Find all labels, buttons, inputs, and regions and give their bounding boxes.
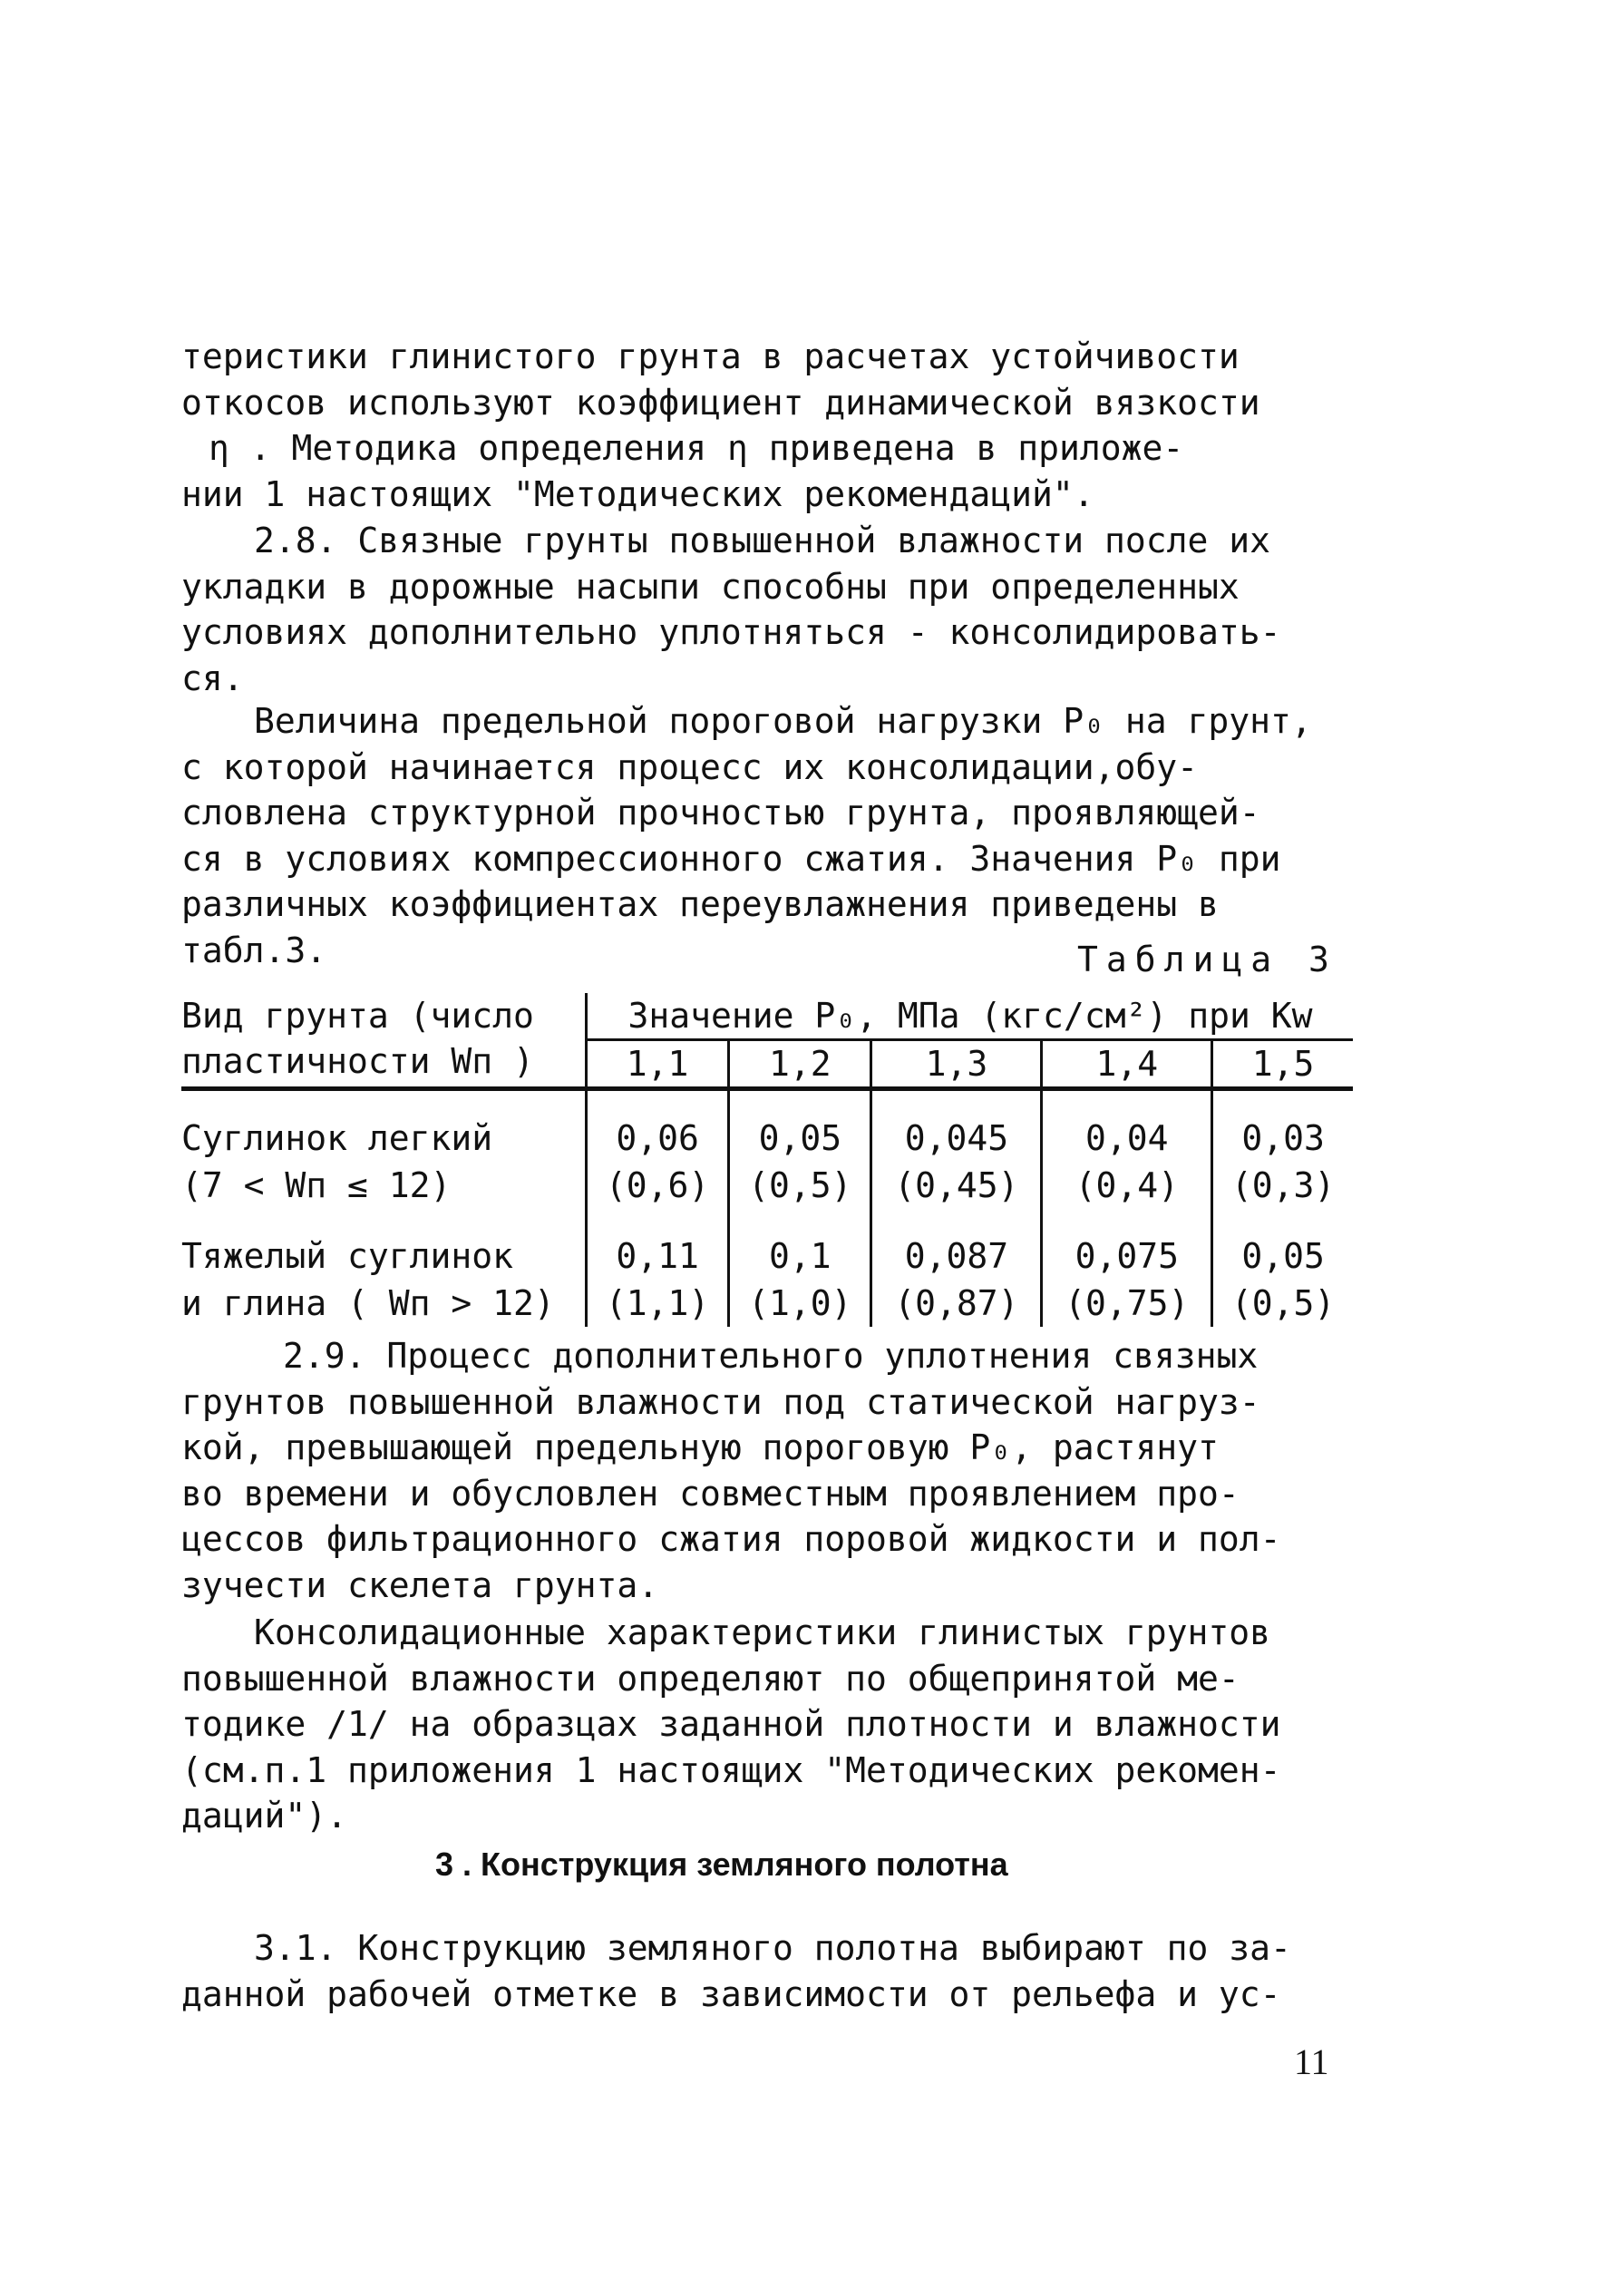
table-cell: (0,45) [871,1162,1042,1209]
text-line: теристики глинистого грунта в расчетах устойчивости [181,336,1240,376]
text-line: тодике /1/ на образцах заданной плотности и влажности [181,1704,1281,1744]
text-line: цессов фильтрационного сжатия поровой жидкости и пол- [181,1519,1281,1559]
table-header-k: 1,5 [1212,1040,1353,1089]
text-line: данной рабочей отметке в зависимости от рельефа и ус- [181,1973,1281,2014]
row-label: (7 < Wп ≤ 12) [181,1162,587,1209]
table-cell: (0,87) [871,1280,1042,1327]
text-line: ся. [181,657,244,698]
text-line: η . Методика определения η приведена в приложе- [209,428,1184,468]
table-header-soil-type [181,993,587,1089]
text-line: кой, превышающей предельную пороговую P₀, растянут [181,1427,1219,1467]
text-line: словлена структурной прочностью грунта, проявляющей- [181,793,1260,833]
table-cell: (1,1) [587,1280,729,1327]
text-line: ся в условиях компрессионного сжатия. Значения P₀ при [181,838,1281,879]
header-line: Вид грунта (число [181,996,534,1036]
table-cell: (0,5) [1230,1283,1336,1323]
text-line: откосов используют коэффициент динамической вязкости [181,382,1260,423]
text-line: с которой начинается процесс их консолидации,обу- [181,746,1199,787]
header-line: пластичности Wп ) [181,1041,534,1081]
table-cell: (1,0) [729,1280,871,1327]
text-line: нии 1 настоящих "Методических рекомендаций". [181,473,1094,514]
table-cell: 0,05 [1241,1236,1325,1276]
table-cell: (0,6) [587,1162,729,1209]
section-title: 3 . Конструкция земляного полотна [435,1846,1008,1883]
row-label: Суглинок легкий [181,1115,587,1162]
text-line: зучести скелета грунта. [181,1564,659,1605]
table-caption: Таблица 3 [1077,940,1337,979]
table-cell: 0,11 [587,1232,729,1280]
text-line: укладки в дорожные насыпи способны при определенных [181,566,1240,607]
paragraph-2-9 [181,1333,1360,1608]
table-cell: (0,75) [1042,1280,1212,1327]
text-line: 2.9. Процесс дополнительного уплотнения связных [283,1336,1259,1376]
table-header-group: Значение P₀, МПа (кгс/см²) при Kw [587,993,1354,1040]
text-line: Величина предельной пороговой нагрузки P₀ на грунт, [254,701,1312,741]
text-line: табл.3. [181,930,327,970]
table-row [181,1115,1353,1162]
table-cell: 0,087 [871,1232,1042,1280]
paragraph-2-8 [181,518,1360,701]
text-line: (см.п.1 приложения 1 настоящих "Методических рекомен- [181,1749,1281,1790]
table-header-k: 1,2 [729,1040,871,1089]
table-row [181,1280,1353,1327]
table-cell: (0,4) [1042,1162,1212,1209]
table-cell: 0,06 [587,1115,729,1162]
table-cell: 0,03 [1241,1118,1325,1158]
paragraph-p0 [181,698,1360,973]
text-line: Консолидационные характеристики глинистых грунтов [254,1612,1271,1652]
row-label: и глина ( Wп > 12) [181,1280,587,1327]
table-cell: (0,3) [1230,1165,1336,1205]
table-row [181,1162,1353,1209]
table-cell: 0,04 [1042,1115,1212,1162]
table-cell: 0,045 [871,1115,1042,1162]
text-line: условиях дополнительно уплотняться - консолидировать- [181,612,1281,652]
paragraph-3-1 [181,1925,1360,2017]
table-header-k: 1,3 [871,1040,1042,1089]
text-line: 3.1. Конструкцию земляного полотна выбирают по за- [254,1928,1291,1968]
text-line: даций"). [181,1796,348,1836]
table-cell: 0,075 [1042,1232,1212,1280]
text-line: 2.8. Связные грунты повышенной влажности после их [254,521,1271,560]
paragraph-consolidation [181,1610,1360,1839]
table-row [181,1232,1353,1280]
table-header-k: 1,4 [1042,1040,1212,1089]
text-line: во времени и обусловлен совместным проявлением про- [181,1473,1240,1514]
row-label: Тяжелый суглинок [181,1232,587,1280]
paragraph-continuation [181,334,1360,517]
text-line: различных коэффициентах переувлажнения приведены в [181,884,1219,924]
table-header-k: 1,1 [587,1040,729,1089]
text-line: грунтов повышенной влажности под статической нагруз- [181,1381,1260,1422]
text-line: повышенной влажности определяют по общепринятой ме- [181,1658,1240,1699]
table-cell: 0,05 [729,1115,871,1162]
table-3 [181,993,1353,1327]
table-cell: (0,5) [729,1162,871,1209]
table-cell: 0,1 [729,1232,871,1280]
page-number: 11 [1294,2041,1329,2082]
